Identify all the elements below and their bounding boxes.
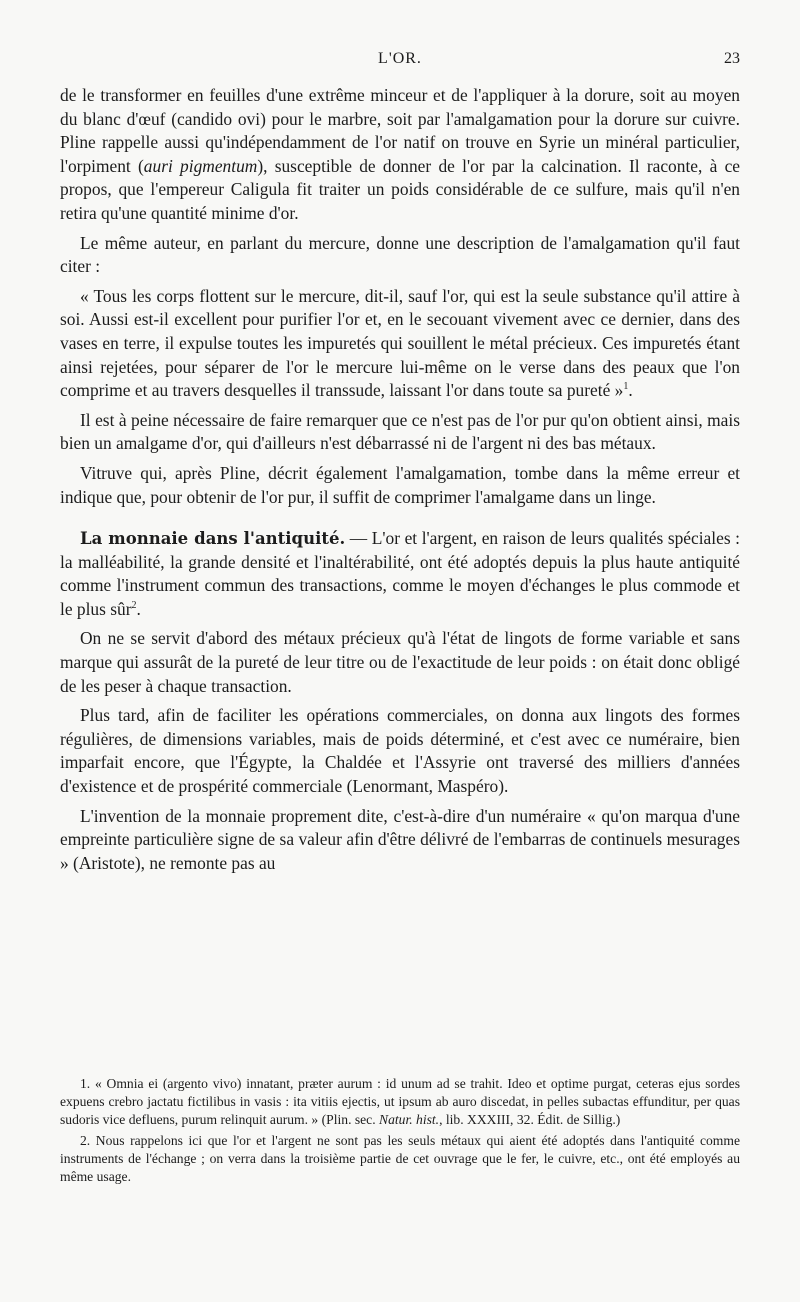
footnote-1 <box>60 1075 740 1129</box>
paragraph-text: . <box>628 380 633 401</box>
body-text <box>60 84 740 881</box>
paragraph-text: — L'or et l'argent, en raison de leurs qualités spéciales : la malléabilité, la grande densité et l'inaltérabilité, ont été adoptés depuis la plus haute antiquité comme l'instrument commun des transactions, comme le moyen d'échanges le plus commode et le plus sûr <box>60 528 740 619</box>
footnotes <box>60 1075 740 1189</box>
running-title: L'OR. <box>378 50 422 67</box>
page-header <box>60 50 740 72</box>
quotation-paragraph <box>60 285 740 403</box>
paragraph-text: ), susceptible de donner de l'or par la calcination. Il raconte, à ce propos, que l'empereur Caligula fit traiter un poids considérable de ce sulfure, mais qu'il n'en retira qu'une quantité minime d'or. <box>60 155 741 223</box>
footnote-text: 1. « Omnia ei (argento vivo) innatant, præter aurum : id unum ad se trahit. Ideo et optime purgat, ceteras ejus sordes expuens crebro jactatu fictilibus in vasis : ita vitiis ejectis, ut ipsum ab auro discedat, in pelles subactas effunditur, per quas sudoris vice defluens, purum relinquit aurum. » (Plin. sec. <box>60 1076 740 1127</box>
paragraph: On ne se servit d'abord des métaux précieux qu'à l'état de lingots de forme variable et sans marque qui assurât de la pureté de leur titre ou de l'exactitude de leur poids : on était donc obligé de les peser à chaque transaction. <box>60 628 740 696</box>
paragraph: Il est à peine nécessaire de faire remarquer que ce n'est pas de l'or pur qu'on obtient ainsi, mais bien un amalgame d'or, qui d'ailleurs n'est débarrassé ni de l'argent ni des bas métaux. <box>60 409 740 454</box>
footnote-2: 2. Nous rappelons ici que l'or et l'argent ne sont pas les seuls métaux qui aient été adoptés dans l'antiquité comme instruments de l'échange ; on verra dans la troisième partie de cet ouvrage que le fer, le cuivre, etc., ont été employés au même usage. <box>60 1133 740 1184</box>
paragraph <box>60 84 740 226</box>
paragraph: Plus tard, afin de faciliter les opérations commerciales, on donna aux lingots des formes régulières, de dimensions variables, mais de poids déterminé, et c'est avec ce numéraire, bien imparfait encore, que l'Égypte, la Chaldée et l'Assyrie ont traversé des milliers d'années d'existence et de prospérité commerciale (Lenormant, Maspéro). <box>60 705 740 797</box>
page-number: 23 <box>724 50 740 67</box>
footnote-text: , lib. XXXIII, 32. Édit. de Sillig.) <box>439 1112 621 1127</box>
paragraph-text: « Tous les corps flottent sur le mercure, dit-il, sauf l'or, qui est la seule substance qu'il attire à soi. Aussi est-il excellent pour purifier l'or et, en le secouant vivement avec ce dernier, dans des vases en terre, il expulse toutes les impuretés qui souillent le métal précieux. Ces impuretés étant ainsi rejetées, pour séparer de l'or le mercure lui-même on le verse dans des peaux que l'on comprime et au travers desquelles il transsude, laissant l'or dans toute sa pureté » <box>60 285 740 401</box>
citation-title: Natur. hist. <box>379 1112 440 1127</box>
section-paragraph <box>60 527 740 621</box>
paragraph: L'invention de la monnaie proprement dite, c'est-à-dire d'un numéraire « qu'on marqua d'une empreinte particulière signe de sa valeur afin d'être délivré de l'embarras de continuels mesurages » (Aristote), ne remonte pas au <box>60 805 740 873</box>
section-title: La monnaie dans l'antiquité. <box>80 529 346 549</box>
latin-term: auri pigmentum <box>143 155 258 176</box>
paragraph-text: . <box>136 598 141 619</box>
paragraph: Vitruve qui, après Pline, décrit également l'amalgamation, tombe dans la même erreur et indique que, pour obtenir de l'or pur, il suffit de comprimer l'amalgame dans un linge. <box>60 462 740 507</box>
footnote-ref: 1 <box>623 381 629 393</box>
paragraph-text: de le transformer en feuilles d'une extrême minceur et de l'appliquer à la dorure, soit au moyen du blanc d'œuf (candido ovi) pour le marbre, soit par l'amalgamation pour la dorure sur cuivre. Pline rappelle aussi qu'indépendamment de l'or natif on trouve en Syrie un minéral particulier, l'orpiment ( <box>60 85 740 176</box>
footnote-ref: 2 <box>131 600 137 612</box>
paragraph: Le même auteur, en parlant du mercure, donne une description de l'amalgamation qu'il faut citer : <box>60 232 740 277</box>
